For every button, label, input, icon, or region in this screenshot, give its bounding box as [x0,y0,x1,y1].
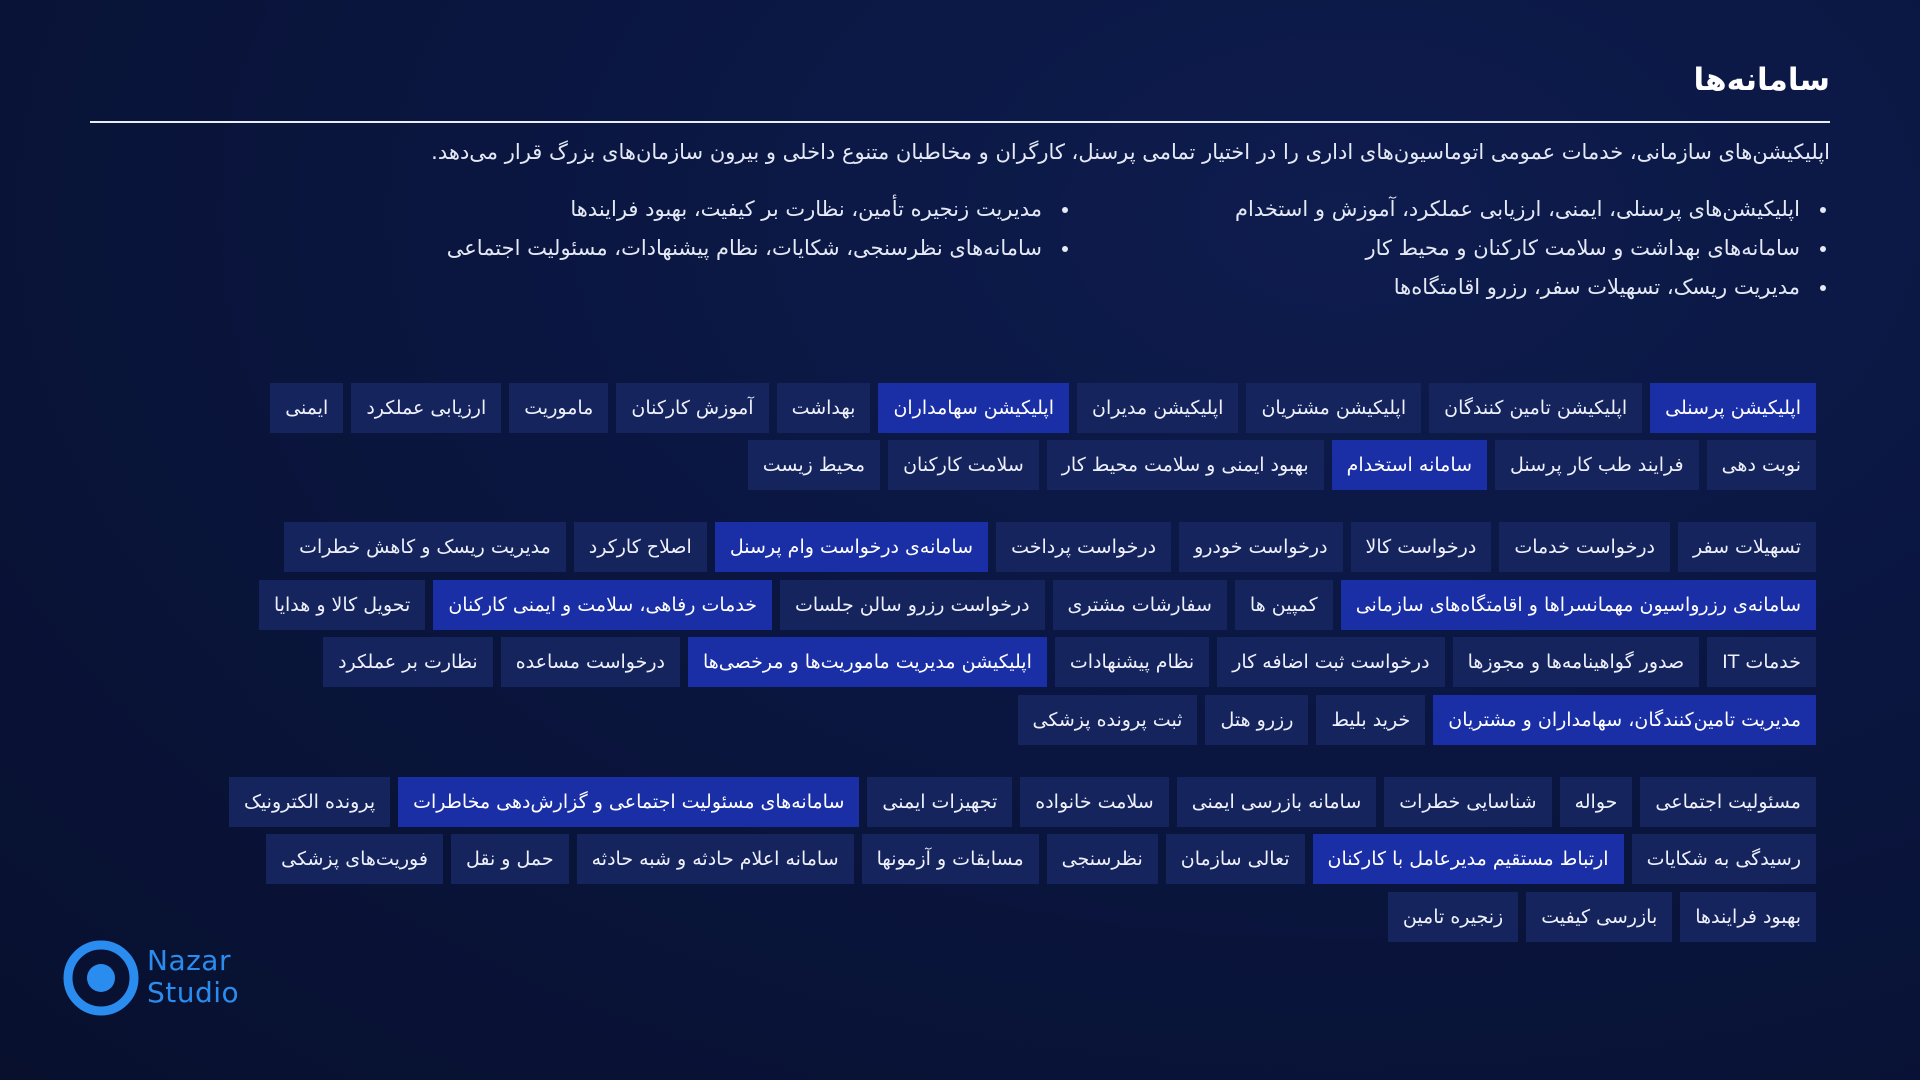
system-tag[interactable]: خرید بلیط [1316,695,1425,745]
system-tag[interactable]: بهبود فرایندها [1680,892,1816,942]
system-tag[interactable]: زنجیره تامین [1388,892,1518,942]
tag-row-7 [229,777,1816,827]
tag-row-3 [284,522,1816,572]
system-tag[interactable]: اپلیکیشن مشتریان [1246,383,1421,433]
system-tag[interactable]: نوبت دهی [1707,440,1816,490]
logo-line-2: Studio [147,976,240,1009]
system-tag-highlighted[interactable]: سامانه استخدام [1332,440,1487,490]
system-tag[interactable]: بهداشت [777,383,871,433]
system-tag[interactable]: ارزیابی عملکرد [351,383,501,433]
system-tag[interactable]: درخواست ثبت اضافه کار [1217,637,1444,687]
nazar-studio-logo [63,940,253,1016]
bullet-item: مدیریت زنجیره تأمین، نظارت بر کیفیت، بهبود فرایندها [392,190,1072,229]
tag-row-6 [1018,695,1816,745]
system-tag[interactable]: درخواست پرداخت [996,522,1171,572]
tag-row-1 [270,383,1816,433]
tag-row-4 [259,580,1816,630]
system-tag[interactable]: نظارت بر عملکرد [323,637,493,687]
system-tag[interactable]: رسیدگی به شکایات [1632,834,1816,884]
system-tag[interactable]: درخواست رزرو سالن جلسات [780,580,1045,630]
system-tag[interactable]: ماموریت [509,383,608,433]
system-tag[interactable]: درخواست مساعده [501,637,680,687]
system-tag[interactable]: پرونده الکترونیک [229,777,390,827]
system-tag[interactable]: درخواست خودرو [1179,522,1342,572]
bullet-list-left [392,190,1072,268]
system-tag[interactable]: حواله [1560,777,1633,827]
bullet-list-right [1170,190,1830,307]
bullet-item: مدیریت ریسک، تسهیلات سفر، رزرو اقامتگاه‌ها [1170,268,1830,307]
tag-row-9 [1388,892,1816,942]
system-tag-highlighted[interactable]: سامانه‌ی درخواست وام پرسنل [715,522,988,572]
system-tag[interactable]: نظرسنجی [1047,834,1158,884]
tag-row-5 [323,637,1816,687]
bullet-item: سامانه‌های بهداشت و سلامت کارکنان و محیط کار [1170,229,1830,268]
system-tag-highlighted[interactable]: اپلیکیشن مدیریت ماموریت‌ها و مرخصی‌ها [688,637,1047,687]
system-tag-highlighted[interactable]: مدیریت تامین‌کنندگان، سهامداران و مشتریان [1433,695,1816,745]
intro-text: اپلیکیشن‌های سازمانی، خدمات عمومی اتوماسیون‌های اداری را در اختیار تمامی پرسنل، کارگران و مخاطبان متنوع داخلی و بیرون سازمان‌های بزرگ قرار می‌دهد. [431,140,1830,164]
system-tag[interactable]: سفارشات مشتری [1053,580,1227,630]
system-tag[interactable]: فرایند طب کار پرسنل [1495,440,1699,490]
system-tag[interactable]: سامانه اعلام حادثه و شبه حادثه [577,834,854,884]
page-title: سامانه‌ها [1693,62,1830,98]
system-tag[interactable]: ثبت پرونده پزشکی [1018,695,1198,745]
system-tag[interactable]: نظام پیشنهادات [1055,637,1209,687]
system-tag[interactable]: آموزش کارکنان [616,383,768,433]
system-tag[interactable]: ایمنی [270,383,343,433]
system-tag[interactable]: شناسایی خطرات [1384,777,1551,827]
ring-logo-icon [63,940,139,1016]
system-tag[interactable]: سامانه بازرسی ایمنی [1177,777,1377,827]
system-tag[interactable]: اپلیکیشن مدیران [1077,383,1238,433]
system-tag-highlighted[interactable]: سامانه‌ی رزرواسیون مهمانسراها و اقامتگاه‌های سازمانی [1341,580,1816,630]
system-tag[interactable]: درخواست کالا [1351,522,1492,572]
bullet-item: سامانه‌های نظرسنجی، شکایات، نظام پیشنهادات، مسئولیت اجتماعی [392,229,1072,268]
logo-line-1: Nazar [147,944,231,977]
system-tag[interactable]: محیط زیست [748,440,880,490]
logo-wordmark [147,945,239,1009]
system-tag[interactable]: حمل و نقل [451,834,569,884]
system-tag[interactable]: بازرسی کیفیت [1526,892,1672,942]
system-tag[interactable]: تسهیلات سفر [1678,522,1816,572]
system-tag-highlighted[interactable]: اپلیکیشن سهامداران [878,383,1069,433]
system-tag[interactable]: رزرو هتل [1205,695,1308,745]
system-tag[interactable]: تحویل کالا و هدایا [259,580,425,630]
system-tag-highlighted[interactable]: ارتباط مستقیم مدیرعامل با کارکنان [1313,834,1624,884]
system-tag-highlighted[interactable]: سامانه‌های مسئولیت اجتماعی و گزارش‌دهی مخاطرات [398,777,859,827]
system-tag[interactable]: تجهیزات ایمنی [867,777,1012,827]
system-tag-highlighted[interactable]: اپلیکیشن پرسنلی [1650,383,1816,433]
system-tag[interactable]: کمپین ها [1235,580,1333,630]
system-tag[interactable]: مسئولیت اجتماعی [1640,777,1816,827]
system-tag[interactable]: تعالی سازمان [1166,834,1305,884]
system-tag[interactable]: اپلیکیشن تامین کنندگان [1429,383,1642,433]
tag-row-8 [266,834,1816,884]
system-tag-highlighted[interactable]: خدمات رفاهی، سلامت و ایمنی کارکنان [433,580,772,630]
system-tag[interactable]: صدور گواهینامه‌ها و مجوزها [1453,637,1700,687]
system-tag[interactable]: بهبود ایمنی و سلامت محیط کار [1047,440,1324,490]
system-tag[interactable]: فوریت‌های پزشکی [266,834,443,884]
system-tag[interactable]: اصلاح کارکرد [574,522,707,572]
bullet-item: اپلیکیشن‌های پرسنلی، ایمنی، ارزیابی عملکرد، آموزش و استخدام [1170,190,1830,229]
tag-row-2 [748,440,1816,490]
system-tag[interactable]: خدمات IT [1707,637,1816,687]
system-tag[interactable]: مدیریت ریسک و کاهش خطرات [284,522,566,572]
system-tag[interactable]: درخواست خدمات [1499,522,1670,572]
title-divider [90,121,1830,123]
system-tag[interactable]: سلامت کارکنان [888,440,1039,490]
system-tag[interactable]: مسابقات و آزمونها [862,834,1039,884]
system-tag[interactable]: سلامت خانواده [1020,777,1168,827]
